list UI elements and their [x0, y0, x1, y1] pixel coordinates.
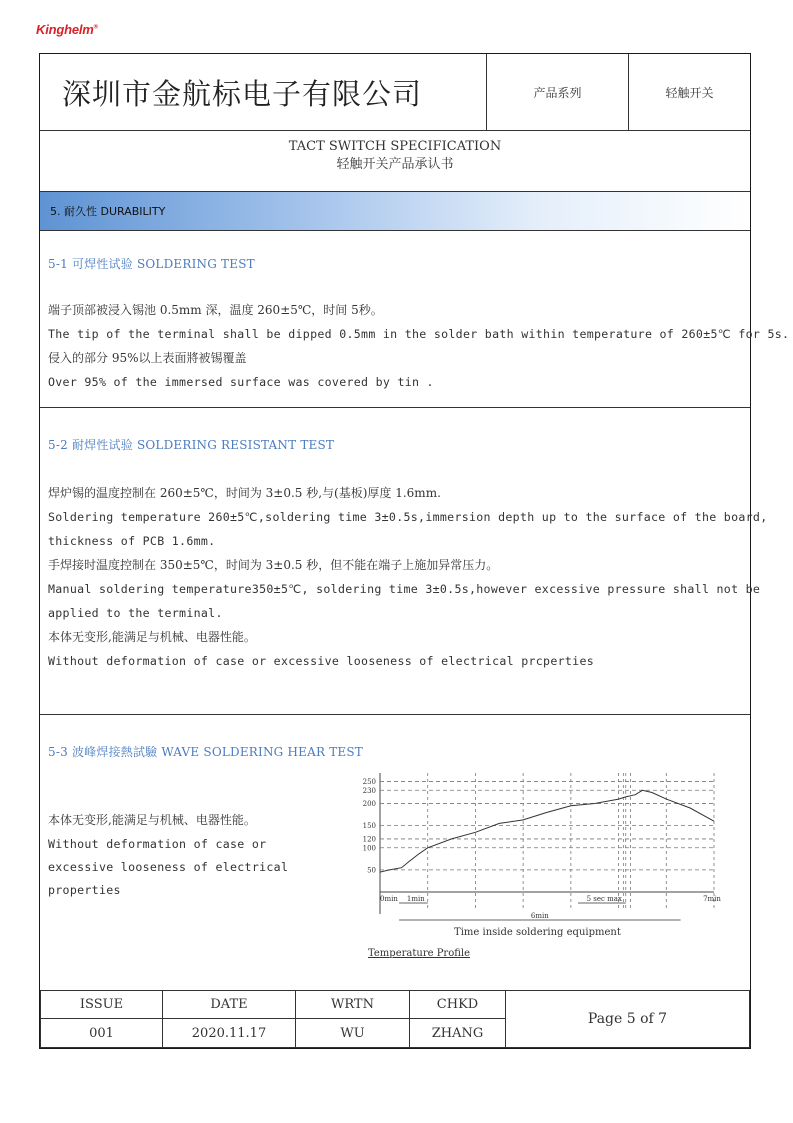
- y-tick-label: 100: [362, 844, 376, 853]
- x-label-start: 0min: [380, 895, 398, 903]
- text-line: Soldering temperature 260±5℃,soldering time 3±0.5s,immersion depth up to the surface of the board,: [48, 510, 768, 524]
- x-label-1min: 1min: [406, 895, 425, 903]
- y-tick-label: 250: [362, 777, 376, 786]
- product-series-label: 产品系列: [487, 54, 629, 130]
- page-number: Page 5 of 7: [506, 991, 750, 1048]
- company-name: 深圳市金航标电子有限公司: [40, 54, 487, 130]
- footer-header-wrtn: WRTN: [296, 991, 410, 1019]
- temperature-profile-chart: [358, 771, 752, 961]
- text-line: 手焊接时温度控制在 350±5℃，时间为 3±0.5 秒，但不能在端子上施加异常压力。: [48, 558, 499, 572]
- y-tick-label: 120: [362, 835, 376, 844]
- text-line: 侵入的部分 95%以上表面將被锡覆盖: [48, 351, 247, 365]
- text-line: Over 95% of the immersed surface was covered by tin .: [48, 375, 434, 389]
- footer-header-date: DATE: [163, 991, 296, 1019]
- text-line: properties: [48, 883, 121, 897]
- text-line: Without deformation of case or excessive looseness of electrical prcperties: [48, 654, 595, 668]
- brand-logo-text: Kinghelm: [36, 22, 94, 37]
- footer-wrtn-value: WU: [296, 1019, 410, 1048]
- text-line: 端子顶部被浸入锡池 0.5mm 深，温度 260±5℃，时间 5秒。: [48, 303, 383, 317]
- y-tick-label: 50: [367, 866, 376, 875]
- brand-logo: [36, 22, 98, 37]
- y-tick-label: 230: [362, 786, 376, 795]
- header: [40, 54, 750, 131]
- y-tick-label: 200: [362, 800, 376, 809]
- footer-table: [40, 990, 750, 1048]
- series-line-temperature: [380, 790, 714, 872]
- x-axis-title: Time inside soldering equipment: [454, 927, 621, 938]
- document-title-cn: 轻触开关产品承认书: [336, 157, 454, 172]
- x-label-5sec: 5 sec max: [586, 895, 622, 903]
- text-line: 本体无变形,能满足与机械、电器性能。: [48, 630, 256, 644]
- section-soldering-test: [40, 231, 790, 408]
- section-heading-durability: 5. 耐久性 DURABILITY: [40, 192, 750, 231]
- y-tick-label: 150: [362, 822, 376, 831]
- chart-title: Temperature Profile: [368, 948, 471, 959]
- footer-header-issue: ISSUE: [41, 991, 163, 1019]
- document-frame: [39, 53, 790, 1049]
- text-line: Manual soldering temperature350±5℃, soldering time 3±0.5s,however excessive pressure shall not be: [48, 582, 761, 596]
- section-title: 5-2 耐焊性试验 SOLDERING RESISTANT TEST: [48, 438, 335, 452]
- footer-chkd-value: ZHANG: [410, 1019, 506, 1048]
- text-line: 焊炉锡的温度控制在 260±5℃，时间为 3±0.5 秒,与(基板)厚度 1.6mm.: [48, 486, 441, 500]
- text-line: Without deformation of case or: [48, 837, 267, 851]
- section-title: 5-1 可焊性试验 SOLDERING TEST: [48, 257, 255, 271]
- text-line: The tip of the terminal shall be dipped 0.5mm in the solder bath within temperature of 260±5℃ for 5s.: [48, 327, 790, 341]
- document-title: [40, 130, 750, 192]
- text-line: applied to the terminal.: [48, 606, 223, 620]
- section-wave-soldering-test: [40, 715, 750, 992]
- text-line: 本体无变形,能满足与机械、电器性能。: [48, 813, 256, 827]
- x-label-end: 7min: [703, 895, 721, 903]
- section-title: 5-3 波峰焊接熱試驗 WAVE SOLDERING HEAR TEST: [48, 745, 364, 759]
- text-line: thickness of PCB 1.6mm.: [48, 534, 216, 548]
- footer-header-chkd: CHKD: [410, 991, 506, 1019]
- footer-issue-value: 001: [41, 1019, 163, 1048]
- document-title-en: TACT SWITCH SPECIFICATION: [288, 139, 502, 154]
- registered-mark: ®: [93, 24, 98, 31]
- footer-date-value: 2020.11.17: [163, 1019, 296, 1048]
- product-series-value: 轻触开关: [665, 85, 714, 100]
- section-soldering-resistant-test: [40, 408, 768, 715]
- x-label-6min: 6min: [530, 912, 549, 920]
- text-line: excessive looseness of electrical: [48, 860, 289, 874]
